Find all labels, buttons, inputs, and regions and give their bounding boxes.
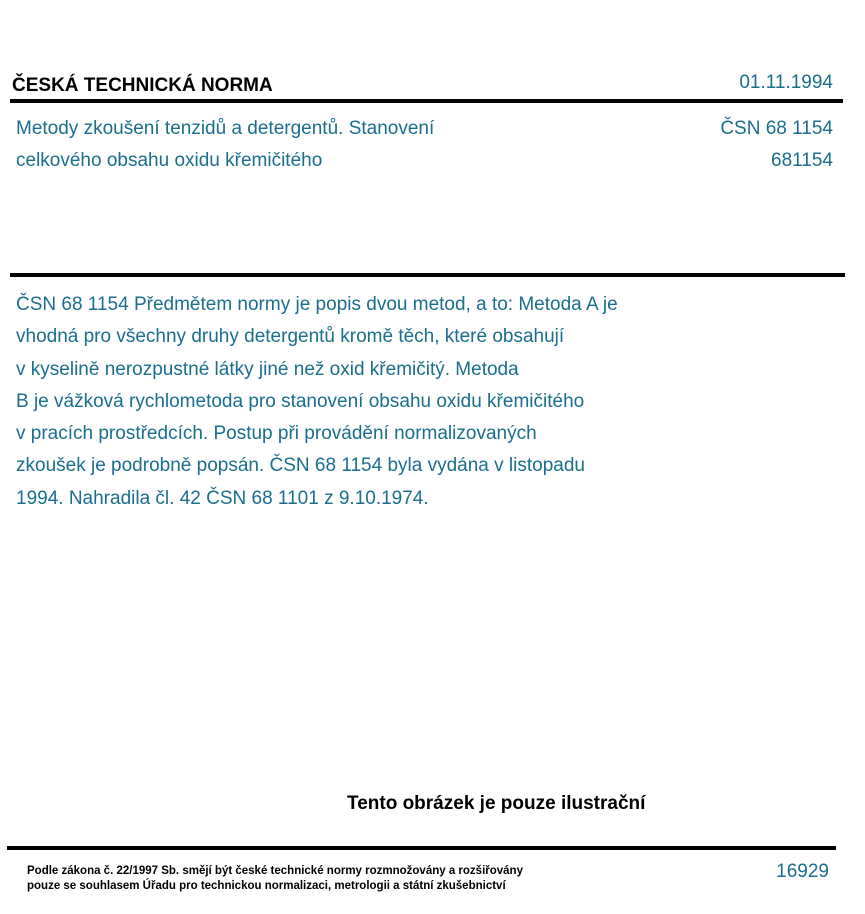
- standard-code: ČSN 68 1154: [720, 118, 833, 139]
- abstract-line: zkoušek je podrobně popsán. ČSN 68 1154 byla vydána v listopadu: [16, 455, 585, 477]
- standard-title-line-1: Metody zkoušení tenzidů a detergentů. Stanovení: [16, 118, 435, 139]
- legal-notice-line-2: pouze se souhlasem Úřadu pro technickou normalizaci, metrologii a státní zkušebnictví: [27, 880, 506, 892]
- footer-divider: [7, 846, 836, 850]
- abstract-line: v pracích prostředcích. Postup při provádění normalizovaných: [16, 423, 537, 445]
- standard-title-line-2: celkového obsahu oxidu křemičitého: [16, 150, 323, 171]
- abstract-line: ČSN 68 1154 Předmětem normy je popis dvou metod, a to: Metoda A je: [16, 294, 618, 315]
- document-header-title: ČESKÁ TECHNICKÁ NORMA: [12, 75, 273, 96]
- illustration-disclaimer: Tento obrázek je pouze ilustrační: [347, 793, 646, 814]
- abstract-line: B je vážková rychlometoda pro stanovení obsahu oxidu křemičitého: [16, 390, 585, 412]
- issue-date: 01.11.1994: [739, 72, 833, 93]
- document-number: 16929: [776, 861, 829, 882]
- abstract-text: [16, 289, 716, 515]
- header-divider: [10, 99, 843, 103]
- legal-notice: [27, 864, 523, 894]
- abstract-line: v kyselině nerozpustné látky jiné než oxid křemičitý. Metoda: [16, 358, 519, 380]
- abstract-line: vhodná pro všechny druhy detergentů kromě těch, které obsahují: [16, 326, 565, 348]
- abstract-line: 1994. Nahradila čl. 42 ČSN 68 1101 z 9.10.1974.: [16, 487, 429, 509]
- catalog-number: 681154: [771, 150, 833, 171]
- title-divider: [10, 273, 845, 277]
- legal-notice-line-1: Podle zákona č. 22/1997 Sb. smějí být české technické normy rozmnožovány a rozšiřovány: [27, 865, 523, 877]
